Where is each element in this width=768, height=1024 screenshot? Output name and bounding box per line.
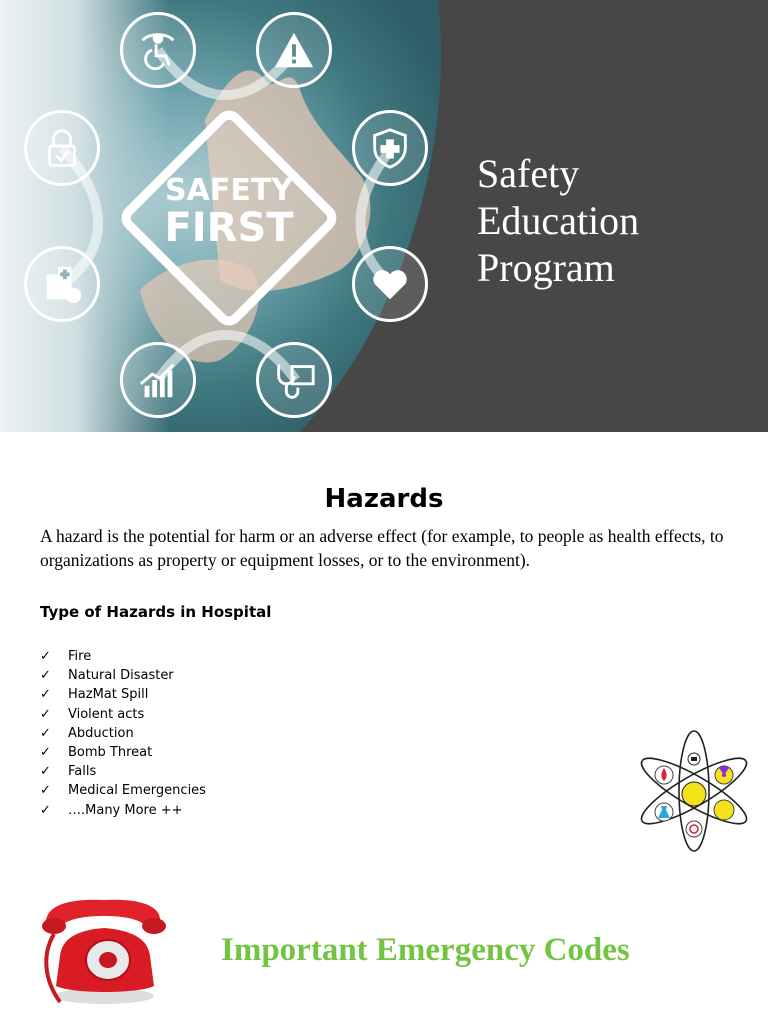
list-item bbox=[40, 685, 206, 704]
list-item-label: Natural Disaster bbox=[68, 668, 174, 684]
banner bbox=[0, 0, 768, 432]
list-item-label: Fire bbox=[68, 649, 92, 664]
list-item-label: Medical Emergencies bbox=[68, 783, 206, 799]
lock-check-icon bbox=[24, 110, 100, 186]
list-item bbox=[40, 666, 206, 685]
list-item-label: Violent acts bbox=[68, 706, 145, 722]
banner-photo bbox=[0, 0, 768, 432]
title-line: Education bbox=[477, 198, 640, 243]
list-item bbox=[40, 705, 206, 724]
list-item bbox=[40, 781, 206, 800]
hazard-types-subheading: Type of Hazards in Hospital bbox=[40, 603, 272, 621]
check-icon: ✓ bbox=[40, 649, 51, 664]
accessibility-icon bbox=[120, 12, 196, 88]
emergency-codes-title: Important Emergency Codes bbox=[221, 932, 630, 968]
list-item bbox=[40, 647, 206, 666]
check-icon: ✓ bbox=[40, 802, 51, 818]
list-item-label: HazMat Spill bbox=[68, 687, 149, 703]
check-icon: ✓ bbox=[40, 687, 51, 703]
safety-first-badge bbox=[119, 108, 339, 328]
check-icon: ✓ bbox=[40, 744, 51, 760]
list-item bbox=[40, 724, 206, 743]
hazard-atom-icon bbox=[638, 728, 750, 854]
title-line: Program bbox=[477, 245, 615, 290]
warning-icon bbox=[256, 12, 332, 88]
heart-icon bbox=[352, 246, 428, 322]
hazards-heading: Hazards bbox=[324, 484, 444, 514]
hospital-building-icon bbox=[24, 246, 100, 322]
title-line: Safety bbox=[477, 151, 580, 196]
check-icon: ✓ bbox=[40, 725, 51, 741]
hazard-list bbox=[40, 647, 206, 820]
list-item-label: Abduction bbox=[68, 725, 134, 741]
check-icon: ✓ bbox=[40, 706, 51, 722]
growth-chart-icon bbox=[120, 342, 196, 418]
list-item bbox=[40, 762, 206, 781]
check-icon: ✓ bbox=[40, 783, 51, 799]
list-item-label: Bomb Threat bbox=[68, 744, 153, 760]
list-item-label: Falls bbox=[68, 764, 97, 780]
red-telephone-icon bbox=[38, 894, 168, 1012]
list-item-label: ….Many More ++ bbox=[68, 802, 183, 818]
hazard-definition: A hazard is the potential for harm or an adverse effect (for example, to people as health effects, to organizations as property or equipment losses, or to the environment). bbox=[40, 526, 724, 570]
badge-line-1: SAFETY bbox=[165, 173, 293, 208]
stethoscope-monitor-icon bbox=[256, 342, 332, 418]
program-title bbox=[477, 150, 639, 291]
shield-plus-icon bbox=[352, 110, 428, 186]
list-item bbox=[40, 801, 206, 820]
check-icon: ✓ bbox=[40, 668, 51, 684]
badge-line-2: FIRST bbox=[164, 205, 294, 251]
check-icon: ✓ bbox=[40, 764, 51, 780]
list-item bbox=[40, 743, 206, 762]
